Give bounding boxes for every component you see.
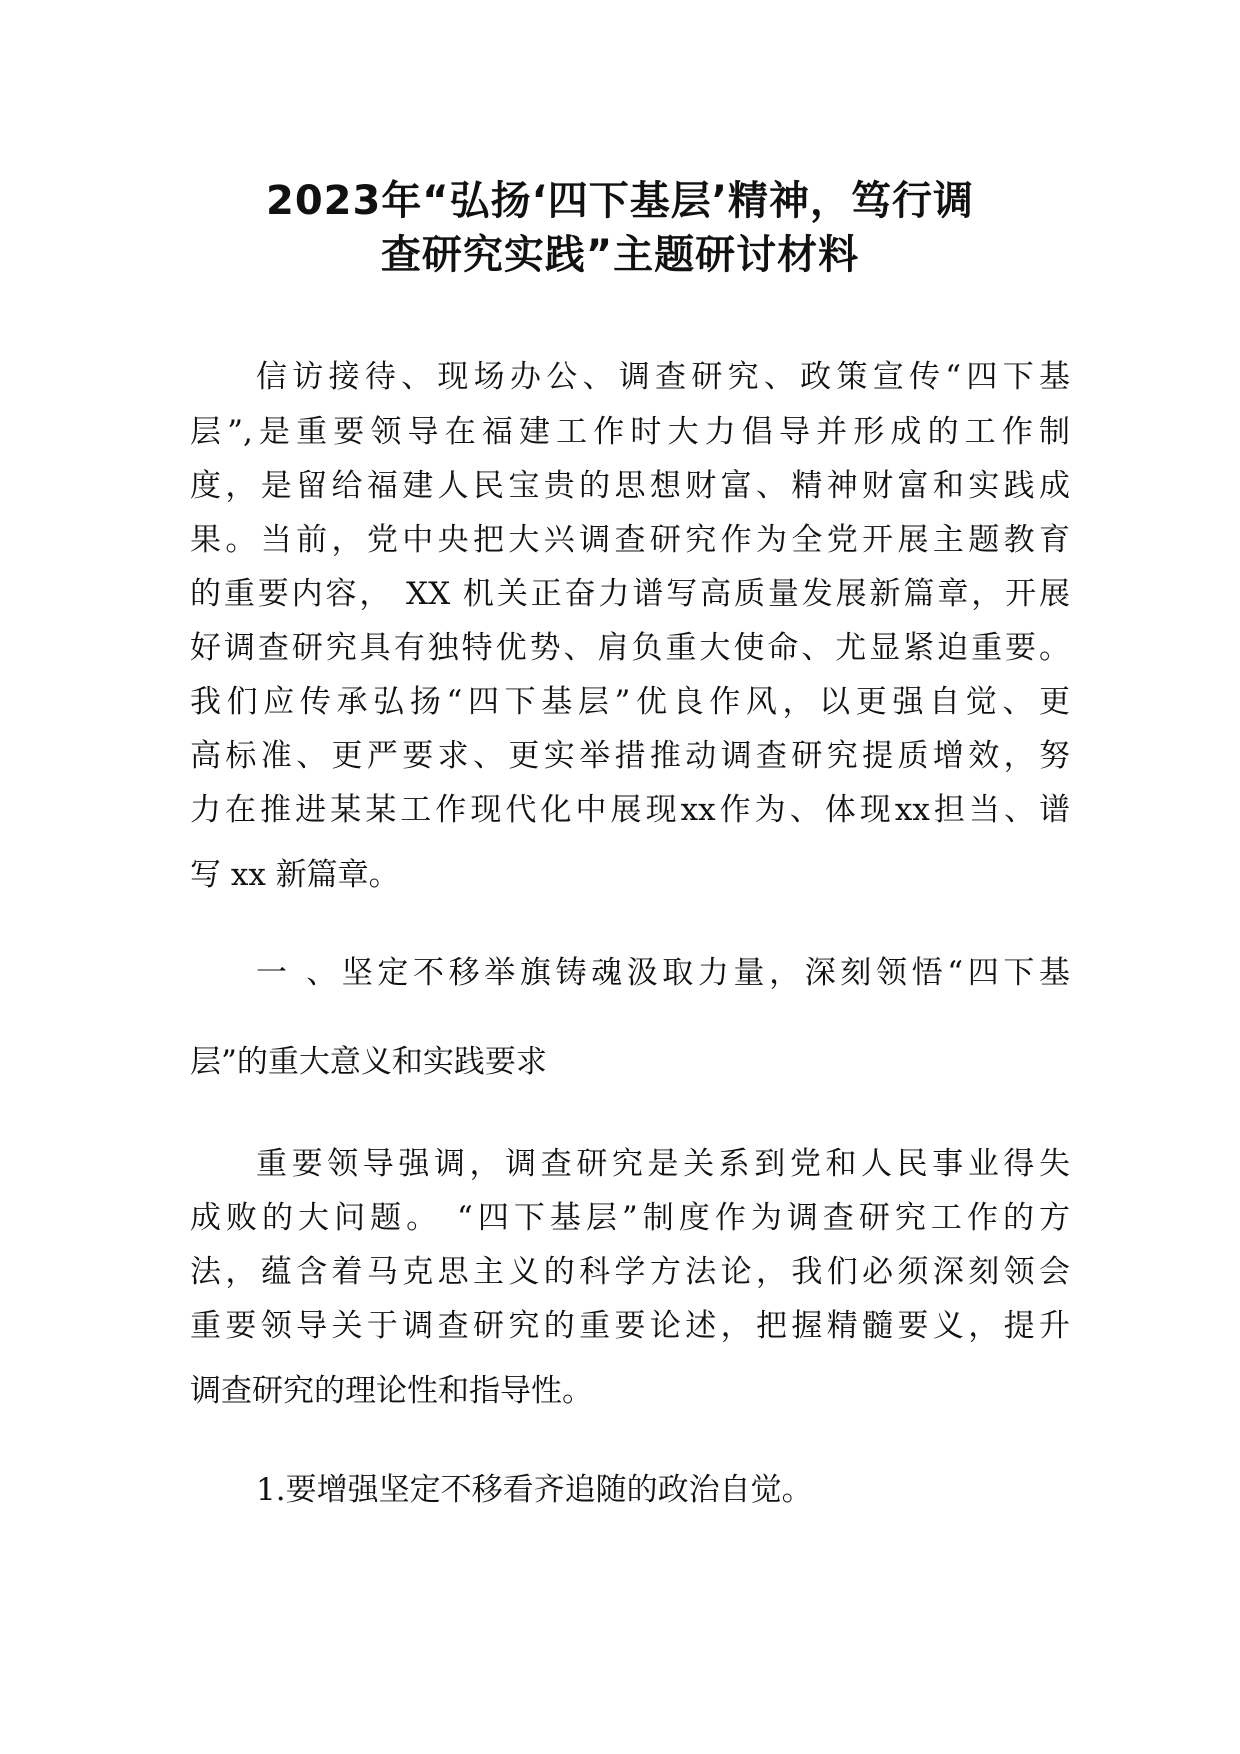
section-heading-1-line-1: 一 、坚定不移举旗铸魂汲取力量，深刻领悟“四下基 [256,955,1070,991]
paragraph-1-line-3: 度，是留给福建人民宝贵的思想财富、精神财富和实践成 [190,468,1070,504]
document-title-line-2: 查研究实践”主题研讨材料 [380,232,860,278]
section-heading-1-line-2: 层”的重大意义和实践要求 [190,1044,547,1080]
paragraph-2-line-5: 调查研究的理论性和指导性。 [190,1373,593,1409]
paragraph-2-line-4: 重要领导关于调查研究的重要论述，把握精髓要义，提升 [190,1308,1070,1344]
paragraph-1-line-9: 力在推进某某工作现代化中展现xx作为、体现xx担当、谱 [190,792,1070,828]
numbered-item-1: 1.要增强坚定不移看齐追随的政治自觉。 [256,1472,813,1508]
paragraph-1-line-6: 好调查研究具有独特优势、肩负重大使命、尤显紧迫重要。 [190,630,1070,666]
paragraph-2-line-1: 重要领导强调，调查研究是关系到党和人民事业得失 [256,1146,1070,1182]
document-title-line-1: 2023年“弘扬‘四下基层’精神，笃行调 [265,178,974,224]
paragraph-1-line-8: 高标准、更严要求、更实举措推动调查研究提质增效，努 [190,738,1070,774]
paragraph-1-line-2: 层”,是重要领导在福建工作时大力倡导并形成的工作制 [190,414,1070,450]
paragraph-1-line-7: 我们应传承弘扬“四下基层”优良作风，以更强自觉、更 [190,684,1070,720]
paragraph-1-line-1: 信访接待、现场办公、调查研究、政策宣传“四下基 [256,359,1070,395]
paragraph-2-line-3: 法，蕴含着马克思主义的科学方法论，我们必须深刻领会 [190,1254,1070,1290]
paragraph-1-line-5: 的重要内容， XX 机关正奋力谱写高质量发展新篇章，开展 [190,576,1070,612]
paragraph-2-line-2: 成败的大问题。 “四下基层”制度作为调查研究工作的方 [190,1200,1070,1236]
paragraph-1-line-4: 果。当前，党中央把大兴调查研究作为全党开展主题教育 [190,522,1070,558]
paragraph-1-line-10: 写 xx 新篇章。 [190,857,400,893]
